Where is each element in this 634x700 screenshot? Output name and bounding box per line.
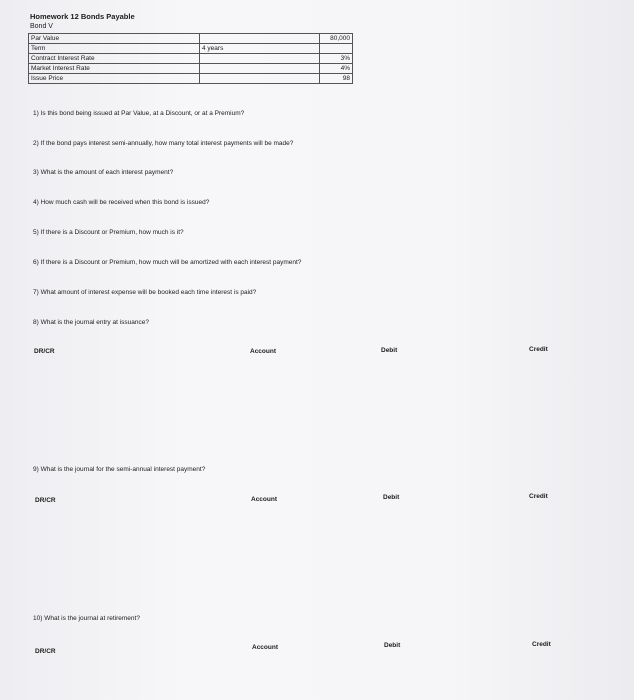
bond-info-table (28, 33, 353, 84)
table-row (29, 34, 353, 44)
row-label: Issue Price (29, 74, 200, 84)
row-value: 80,000 (320, 34, 353, 44)
question-9: 9) What is the journal for the semi-annual interest payment? (33, 466, 206, 473)
row-term (200, 64, 320, 74)
drcr-header: DR/CR (35, 497, 56, 504)
table-row (29, 54, 353, 64)
credit-header: Credit (529, 493, 548, 500)
row-label: Par Value (29, 34, 200, 44)
drcr-header: DR/CR (35, 648, 56, 655)
question-4: 4) How much cash will be received when this bond is issued? (33, 199, 210, 206)
bond-name: Bond V (30, 23, 53, 30)
row-value (320, 44, 353, 54)
row-value: 4% (320, 64, 353, 74)
credit-header: Credit (529, 346, 548, 353)
table-row (29, 64, 353, 74)
row-term (200, 74, 320, 84)
credit-header: Credit (532, 641, 551, 648)
account-header: Account (250, 348, 276, 355)
question-2: 2) If the bond pays interest semi-annually, how many total interest payments will be made? (33, 140, 294, 147)
debit-header: Debit (383, 494, 400, 501)
row-value: 98 (320, 74, 353, 84)
account-header: Account (251, 496, 277, 503)
row-value: 3% (320, 54, 353, 64)
debit-header: Debit (384, 642, 401, 649)
table-row (29, 74, 353, 84)
account-header: Account (252, 644, 278, 651)
debit-header: Debit (381, 347, 398, 354)
question-3: 3) What is the amount of each interest payment? (33, 169, 174, 176)
drcr-header: DR/CR (34, 348, 55, 355)
row-label: Contract Interest Rate (29, 54, 200, 64)
row-label: Term (29, 44, 200, 54)
table-row (29, 44, 353, 54)
question-7: 7) What amount of interest expense will be booked each time interest is paid? (33, 289, 257, 296)
row-label: Market Interest Rate (29, 64, 200, 74)
row-term (200, 54, 320, 64)
question-5: 5) If there is a Discount or Premium, how much is it? (33, 229, 184, 236)
page-title: Homework 12 Bonds Payable (30, 12, 135, 21)
question-1: 1) Is this bond being issued at Par Value, at a Discount, or at a Premium? (33, 110, 245, 117)
row-term (200, 34, 320, 44)
question-6: 6) If there is a Discount or Premium, how much will be amortized with each interest payment? (33, 259, 302, 266)
question-10: 10) What is the journal at retirement? (33, 615, 140, 622)
question-8: 8) What is the journal entry at issuance? (33, 319, 149, 326)
row-term: 4 years (200, 44, 320, 54)
